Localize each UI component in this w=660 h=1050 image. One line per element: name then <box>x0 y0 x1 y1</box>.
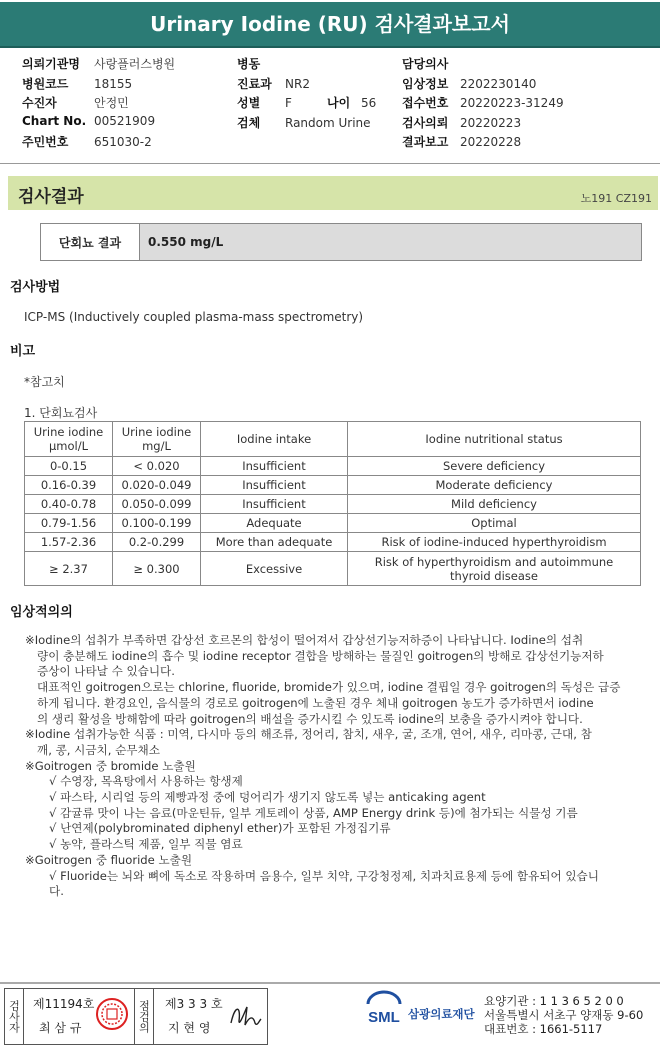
report-title: Urinary Iodine (RU) 검사결과보고서 <box>0 2 660 48</box>
table-header: Iodine nutritional status <box>348 422 641 457</box>
table-header: Iodine intake <box>201 422 348 457</box>
table-header-row <box>25 422 641 457</box>
info-value: 651030-2 <box>94 135 152 149</box>
table-cell: Insufficient <box>201 495 348 514</box>
reviewer-label: 점검의 <box>134 989 154 1044</box>
table-cell: Insufficient <box>201 457 348 476</box>
reference-label: *참고치 <box>24 375 65 389</box>
info-label: 담당의사 <box>402 57 449 71</box>
table-cell: 0.100-0.199 <box>113 514 201 533</box>
clinical-line: 의 생리 활성을 방해함에 따라 goitrogen의 배설을 증가시킬 수 있도록 iodine의 보충을 증가시켜야 합니다. <box>37 711 583 726</box>
clinical-line: 대표적인 goitrogen으로는 chlorine, fluoride, bromide가 있으며, iodine 결핍일 경우 goitrogen의 독성은 급증 <box>37 680 621 695</box>
info-value: NR2 <box>285 76 310 91</box>
remarks-heading: 비고 <box>10 344 36 359</box>
header-line: Urine iodine mg/L <box>121 425 192 453</box>
table-cell: 0.16-0.39 <box>25 476 113 495</box>
reviewer-no: 제3 3 3 호 <box>165 997 223 1011</box>
section-code: 노191 CZ191 <box>580 192 652 205</box>
section-title: 검사결과 <box>18 187 84 207</box>
clinical-line: 량이 충분해도 iodine의 흡수 및 iodine receptor 결합을 방해하는 물질인 goitrogen의 방해로 갑상선기능저하 <box>37 648 604 663</box>
table-cell: 0-0.15 <box>25 457 113 476</box>
clinical-line: 하게 됩니다. 환경요인, 음식물의 경로로 goitrogen에 노출된 경우 체내 goitrogen 농도가 증가하면서 iodine <box>37 695 594 710</box>
table-row <box>25 457 641 476</box>
header-line: Urine iodine μmol/L <box>33 425 104 453</box>
info-label: Chart No. <box>22 113 87 128</box>
method-text: ICP-MS (Inductively coupled plasma-mass spectrometry) <box>24 310 364 324</box>
table-row <box>25 495 641 514</box>
org-code: 요양기관 : 1 1 3 6 5 2 0 0 <box>484 994 624 1008</box>
seal-stamp-icon <box>95 997 129 1031</box>
signature-icon <box>227 1001 263 1031</box>
org-name: 삼광의료재단 <box>408 1007 475 1021</box>
clinical-line: ※Iodine의 섭취가 부족하면 갑상선 호르몬의 합성이 떨어져서 갑상선기능저하증이 나타납니다. Iodine의 섭취 <box>25 633 584 647</box>
clinical-significance-text <box>25 633 635 900</box>
patient-info-col3 <box>402 55 564 153</box>
reviewer-name: 지 현 영 <box>168 1021 211 1035</box>
result-label: 단회뇨 결과 <box>41 224 140 260</box>
divider <box>0 163 660 164</box>
patient-info-col1 <box>22 55 175 153</box>
clinical-line: √ Fluoride는 뇌와 뼈에 독소로 작용하며 음용수, 일부 치약, 구강청정제, 치과치료용제 등에 함유되어 있습니 <box>49 868 599 883</box>
table-cell: 0.79-1.56 <box>25 514 113 533</box>
method-heading: 검사방법 <box>10 280 61 295</box>
table-header <box>25 422 113 457</box>
table-header <box>113 422 201 457</box>
info-label: 병동 <box>237 57 261 71</box>
table-title: 1. 단회뇨검사 <box>24 406 98 420</box>
clinical-line: 증상이 나타날 수 있습니다. <box>37 664 175 679</box>
clinical-heading: 임상적의의 <box>10 605 73 620</box>
table-row <box>25 476 641 495</box>
info-label: 수진자 <box>22 96 57 110</box>
org-info <box>484 994 643 1036</box>
table-cell: < 0.020 <box>113 457 201 476</box>
info-label: 성별 <box>237 96 261 110</box>
table-cell: ≥ 0.300 <box>113 552 201 586</box>
inspector-no: 제11194호 <box>33 997 95 1011</box>
info-value: 사랑플러스병원 <box>94 57 176 71</box>
info-value: 18155 <box>94 76 133 91</box>
age-label: 나이 <box>327 96 351 110</box>
inspector-label: 검사자 <box>5 989 24 1044</box>
clinical-line: 다. <box>49 884 64 899</box>
sml-logo-icon <box>364 990 404 1026</box>
clinical-line: ※Goitrogen 중 fluoride 노출원 <box>25 852 193 867</box>
table-cell: Risk of iodine-induced hyperthyroidism <box>348 533 641 552</box>
table-row <box>25 552 641 586</box>
info-value: F <box>285 96 292 110</box>
clinical-line: ※Goitrogen 중 bromide 노출원 <box>25 758 196 773</box>
info-label: 병원코드 <box>22 76 69 91</box>
clinical-line: 깨, 콩, 시금치, 순무채소 <box>37 742 160 757</box>
info-value: Random Urine <box>285 115 371 130</box>
table-cell: 0.2-0.299 <box>113 533 201 552</box>
info-value: 20220223-31249 <box>460 96 564 110</box>
info-value: 00521909 <box>94 113 156 128</box>
info-label: 검체 <box>237 115 261 130</box>
table-cell: 0.40-0.78 <box>25 495 113 514</box>
age-value: 56 <box>361 96 377 110</box>
table-cell: 0.050-0.099 <box>113 495 201 514</box>
info-label: 임상정보 <box>402 76 449 91</box>
result-value: 0.550 mg/L <box>140 224 641 260</box>
info-value: 2202230140 <box>460 76 537 91</box>
table-cell: 1.57-2.36 <box>25 533 113 552</box>
clinical-line: √ 난연제(polybrominated diphenyl ether)가 포함된 가정집기류 <box>49 821 391 836</box>
table-cell: Adequate <box>201 514 348 533</box>
info-value: 20220223 <box>460 115 522 130</box>
table-cell: Mild deficiency <box>348 495 641 514</box>
table-cell: Excessive <box>201 552 348 586</box>
clinical-line: √ 수영장, 목욕탕에서 사용하는 항생제 <box>49 774 243 789</box>
org-phone: 대표번호 : 1661-5117 <box>484 1022 603 1036</box>
patient-info-col2 <box>237 55 376 133</box>
footer-divider <box>0 982 660 984</box>
table-cell: More than adequate <box>201 533 348 552</box>
table-cell: Optimal <box>348 514 641 533</box>
table-row <box>25 514 641 533</box>
table-cell: Risk of hyperthyroidism and autoimmune thyroid disease <box>348 552 641 586</box>
info-label: 결과보고 <box>402 135 449 149</box>
clinical-line: ※Iodine 섭취가능한 식품 : 미역, 다시마 등의 해조류, 정어리, 참치, 새우, 굴, 조개, 연어, 새우, 리마콩, 근대, 참 <box>25 727 592 742</box>
table-cell: ≥ 2.37 <box>25 552 113 586</box>
info-label: 진료과 <box>237 76 272 91</box>
table-cell: Moderate deficiency <box>348 476 641 495</box>
table-row <box>25 533 641 552</box>
info-value: 안정민 <box>94 96 129 110</box>
result-box <box>40 223 642 261</box>
logo-text: SML <box>368 1009 400 1026</box>
info-label: 주민번호 <box>22 135 69 149</box>
signature-box <box>4 988 268 1045</box>
table-cell: Severe deficiency <box>348 457 641 476</box>
table-cell: Insufficient <box>201 476 348 495</box>
result-section-header <box>8 176 658 210</box>
reference-table <box>24 421 641 586</box>
clinical-line: √ 농약, 플라스틱 제품, 일부 직물 염료 <box>49 837 243 852</box>
table-cell: 0.020-0.049 <box>113 476 201 495</box>
info-label: 검사의뢰 <box>402 115 449 130</box>
clinical-line: √ 파스타, 시리얼 등의 제빵과정 중에 덩어리가 생기지 않도록 넣는 anticaking agent <box>49 790 486 805</box>
info-label: 접수번호 <box>402 96 449 110</box>
info-label: 의뢰기관명 <box>22 57 80 71</box>
org-address: 서울특별시 서초구 양재동 9-60 <box>484 1008 644 1022</box>
info-value: 20220228 <box>460 135 522 149</box>
inspector-name: 최 삼 규 <box>39 1021 82 1035</box>
clinical-line: √ 감귤류 맛이 나는 음료(마운틴듀, 일부 게토레이 상품, AMP Energy drink 등)에 첨가되는 식물성 기름 <box>49 805 578 820</box>
